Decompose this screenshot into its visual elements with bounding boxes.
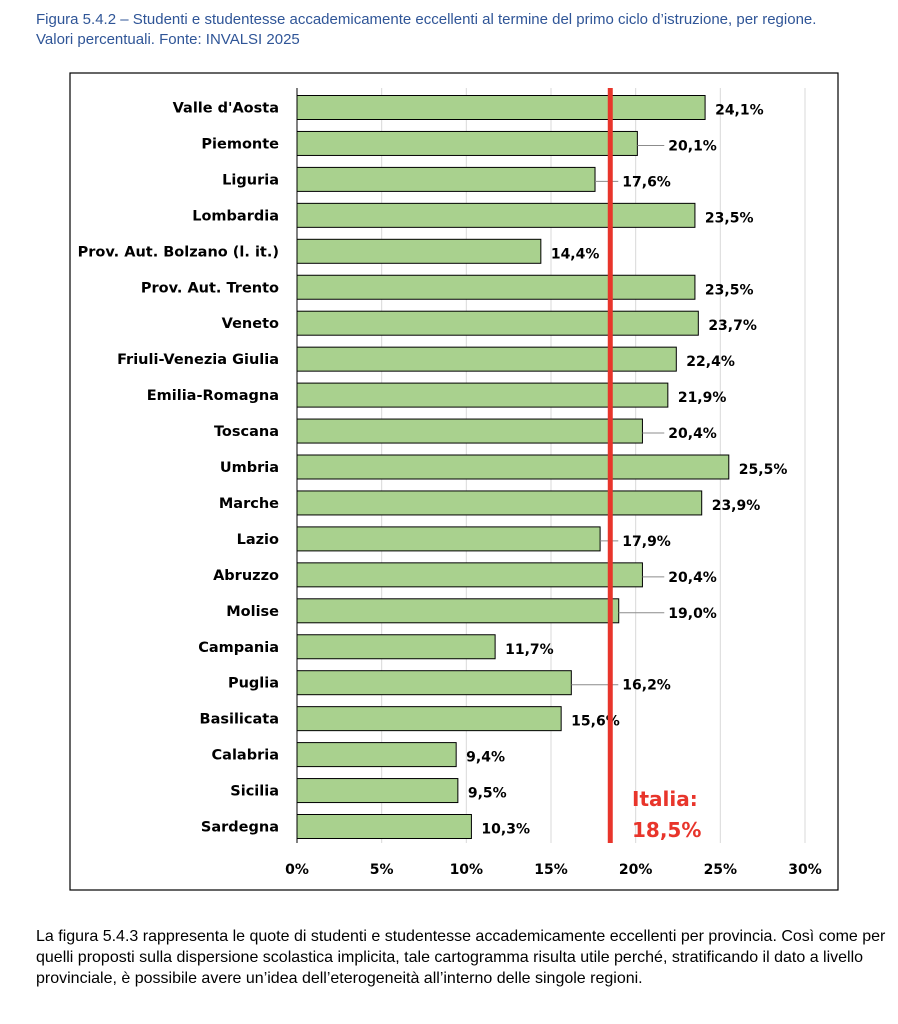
category-label: Campania [198, 639, 279, 656]
bar [297, 455, 729, 479]
value-label: 20,4% [668, 569, 717, 586]
category-label: Umbria [219, 460, 279, 476]
x-tick-label: 0% [285, 862, 309, 878]
value-label: 22,4% [686, 354, 735, 371]
x-tick-label: 5% [369, 862, 394, 878]
category-label: Valle d'Aosta [172, 100, 279, 117]
bar [297, 419, 642, 443]
category-label: Molise [226, 603, 279, 620]
category-label: Sicilia [230, 783, 279, 800]
bar [297, 311, 698, 335]
value-label: 21,9% [677, 390, 727, 407]
value-label: 17,9% [622, 533, 671, 550]
value-label: 15,6% [571, 713, 620, 730]
value-label: 20,4% [668, 426, 717, 443]
value-label: 16,2% [622, 677, 671, 694]
x-tick-label: 20% [618, 862, 653, 878]
bar [297, 671, 571, 695]
category-label: Calabria [211, 747, 279, 764]
value-label: 17,6% [622, 174, 671, 191]
value-label: 9,5% [467, 785, 507, 802]
bar [297, 707, 561, 731]
bar [297, 239, 541, 263]
category-label: Veneto [221, 316, 279, 333]
bar [297, 635, 495, 659]
bar [297, 131, 637, 155]
bar [297, 743, 456, 767]
value-label: 23,9% [711, 497, 761, 514]
category-label: Liguria [222, 172, 279, 189]
bar [297, 527, 600, 551]
value-label: 14,4% [550, 246, 600, 263]
bar [297, 203, 695, 227]
value-label: 19,0% [668, 605, 717, 622]
value-label: 11,7% [505, 641, 554, 658]
category-label: Prov. Aut. Bolzano (l. it.) [77, 244, 279, 261]
bar [297, 815, 471, 839]
chart-frame [70, 73, 838, 890]
category-label: Prov. Aut. Trento [140, 280, 279, 297]
category-label: Marche [218, 495, 279, 512]
body-paragraph: La figura 5.4.3 rappresenta le quote di studenti e studentesse accademicamente eccellenti per provincia. Così come per quelli proposti sulla dispersione scolastica implicita, tale cartogramma risulta utile perché, stratificando il dato a livello provinciale, è possibile avere un’idea dell’eterogeneità all’interno delle singole regioni. [36, 928, 886, 987]
category-label: Lazio [236, 531, 279, 548]
category-label: Puglia [227, 675, 279, 692]
italia-value-label: 18,5% [632, 818, 702, 842]
bar [297, 779, 458, 803]
value-label: 23,5% [704, 210, 754, 227]
x-tick-label: 10% [449, 862, 484, 878]
bar [297, 167, 595, 191]
value-label: 9,4% [466, 749, 506, 766]
category-label: Basilicata [199, 711, 279, 728]
x-tick-label: 30% [788, 862, 822, 878]
value-label: 24,1% [715, 102, 764, 119]
value-label: 20,1% [668, 138, 717, 155]
caption-line-2: Valori percentuali. Fonte: INVALSI 2025 [36, 31, 300, 48]
bar [297, 599, 619, 623]
category-label: Friuli-Venezia Giulia [117, 352, 279, 369]
value-label: 23,7% [708, 318, 757, 335]
bar [297, 96, 705, 120]
value-label: 25,5% [738, 462, 788, 478]
category-label: Sardegna [200, 819, 279, 836]
category-label: Piemonte [201, 136, 279, 153]
value-label: 23,5% [704, 282, 754, 299]
x-tick-label: 25% [703, 862, 738, 878]
bar [297, 563, 642, 587]
bar [297, 275, 695, 299]
bar [297, 347, 676, 371]
value-label: 10,3% [481, 821, 530, 838]
category-label: Emilia-Romagna [146, 388, 279, 405]
category-label: Abruzzo [213, 567, 279, 584]
x-tick-label: 15% [534, 862, 568, 878]
category-label: Toscana [213, 424, 279, 441]
caption-line-1: Figura 5.4.2 – Studenti e studentesse accademicamente eccellenti al termine del primo ciclo d’istruzione, per regione. [36, 11, 817, 28]
italia-label: Italia: [632, 787, 698, 811]
category-label: Lombardia [192, 208, 279, 225]
bar [297, 491, 702, 515]
